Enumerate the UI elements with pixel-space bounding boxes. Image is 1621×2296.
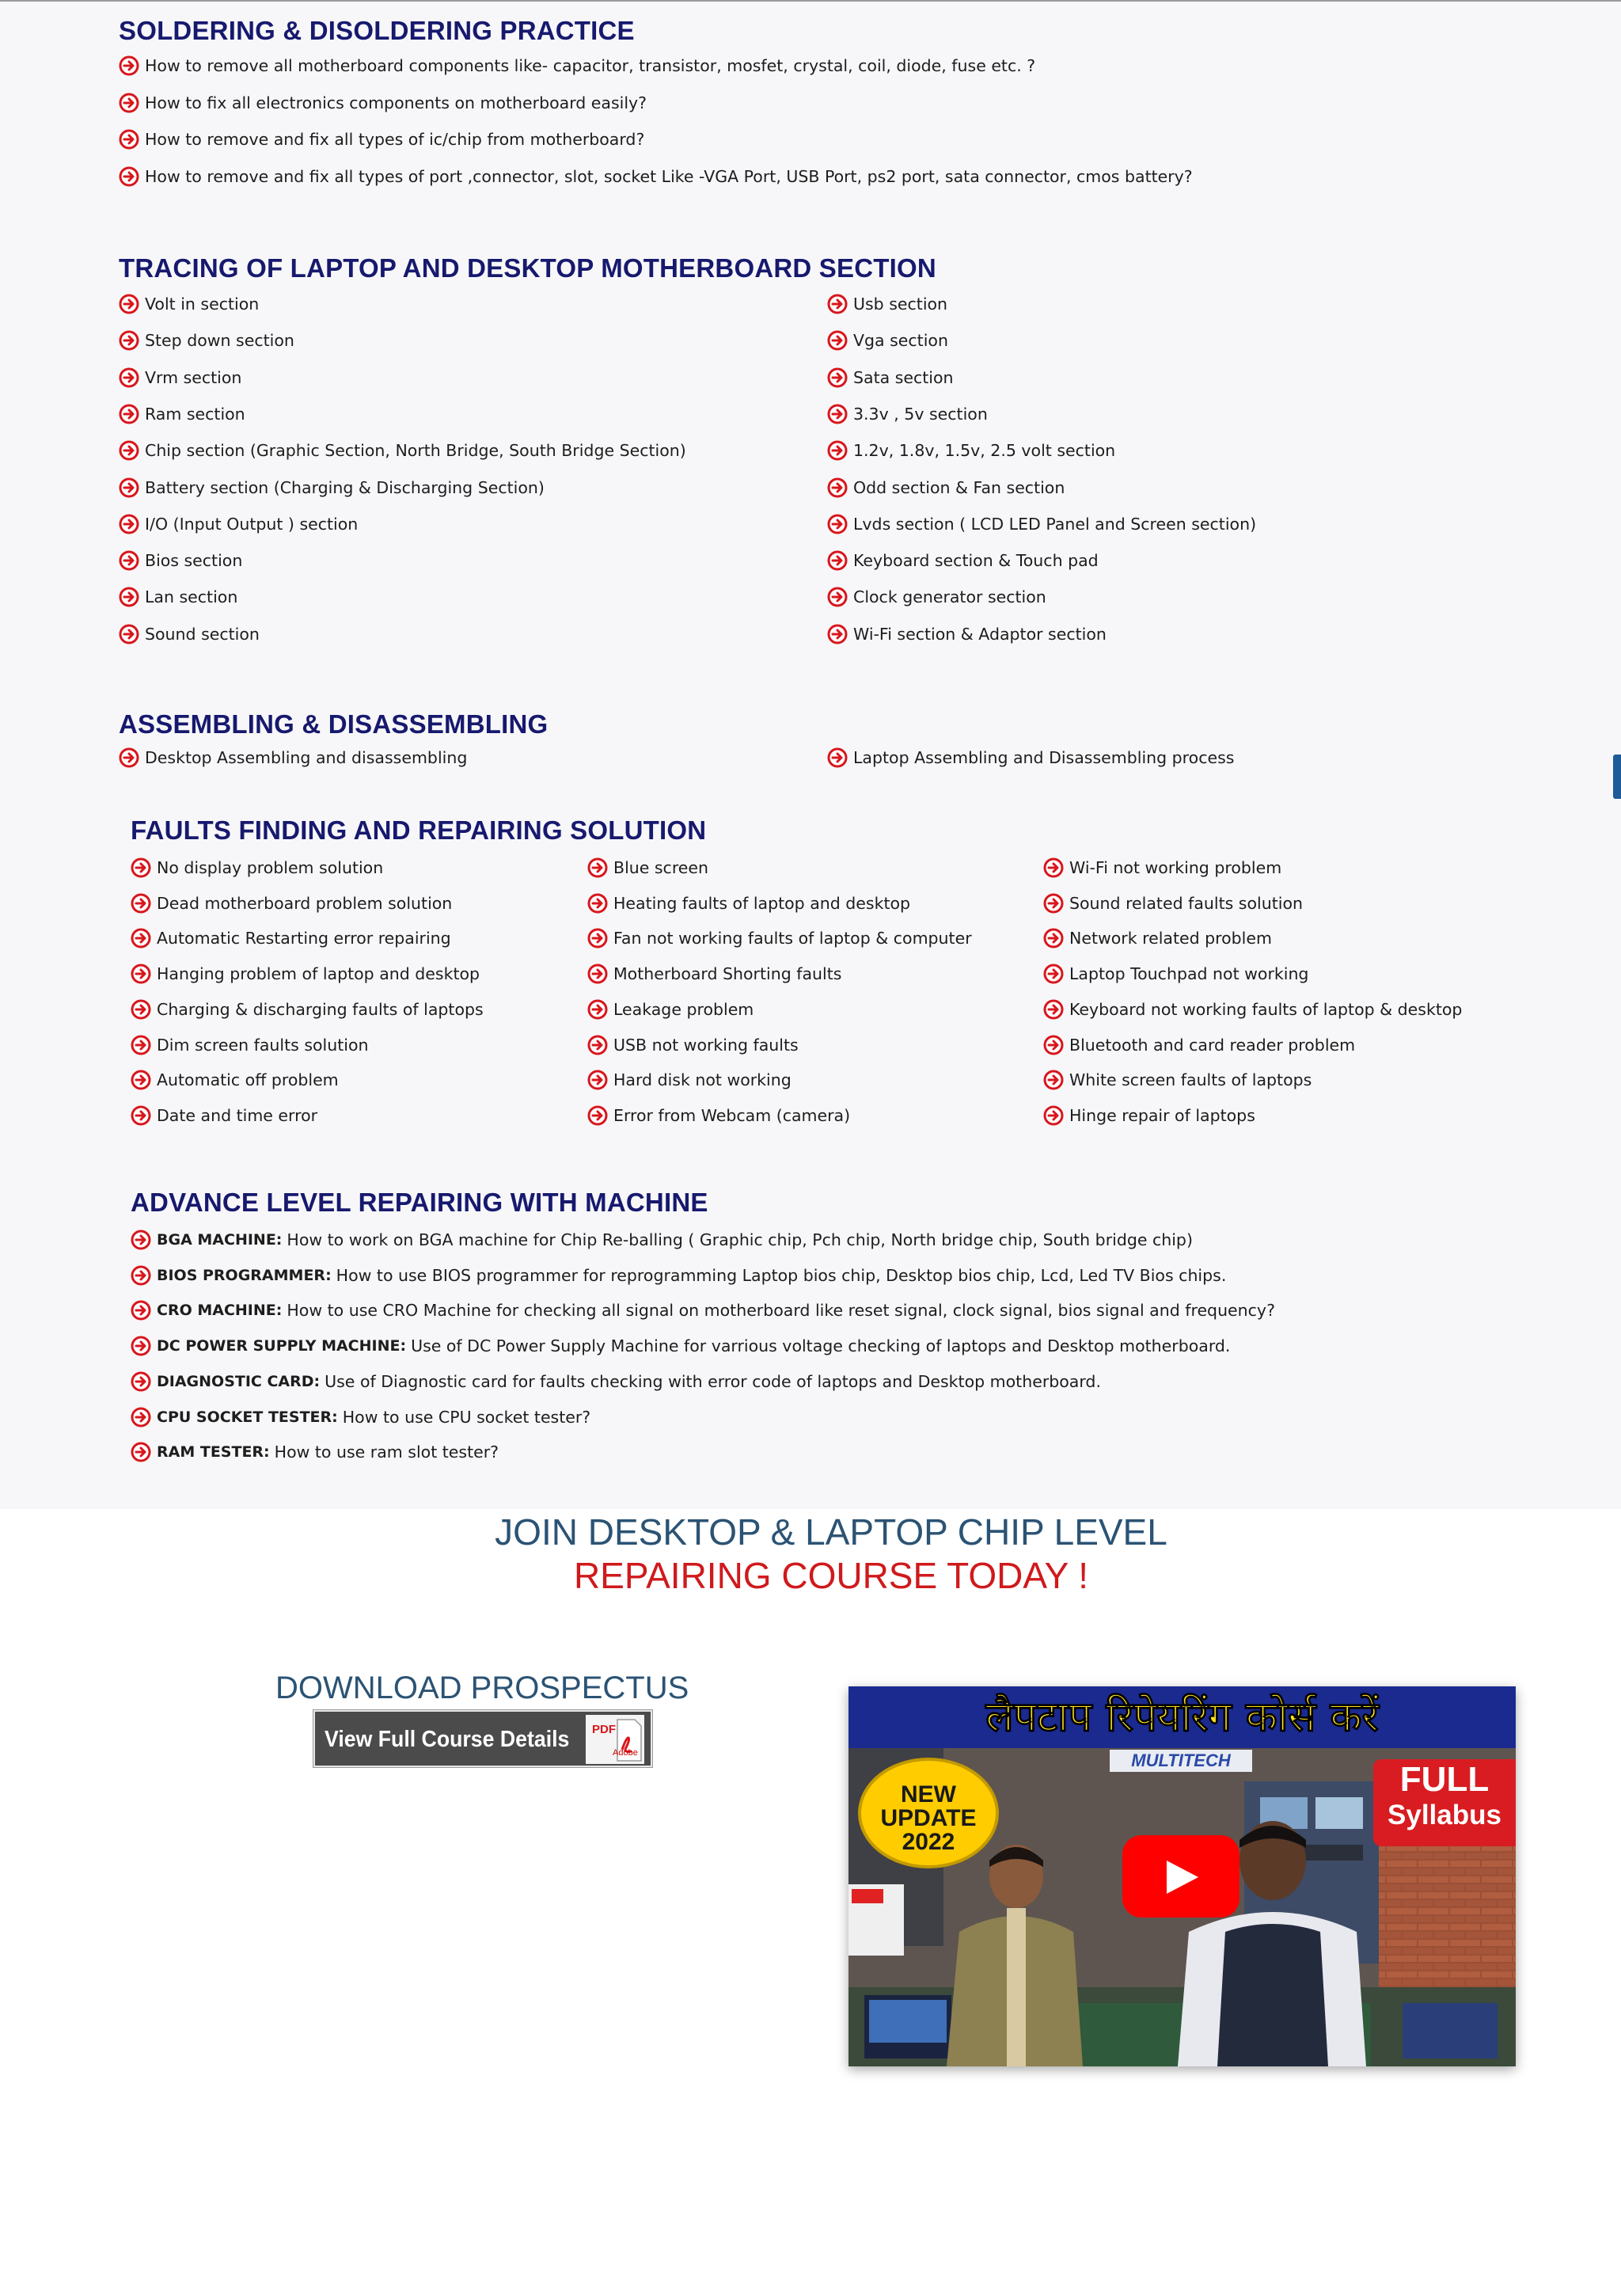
machine-item <box>131 1371 1101 1392</box>
arrow-circle-icon <box>119 624 139 644</box>
course-video-thumbnail[interactable] <box>848 1686 1516 2066</box>
arrow-circle-icon <box>119 587 139 607</box>
pdf-label: PDF <box>592 1723 616 1736</box>
item-text: Dead motherboard problem solution <box>157 893 453 913</box>
view-course-details-button[interactable] <box>313 1710 652 1767</box>
item-text: How to use CPU socket tester? <box>342 1407 591 1427</box>
arrow-circle-icon <box>131 1300 151 1321</box>
fault-item <box>131 893 452 914</box>
fault-item <box>1043 857 1281 878</box>
soldering-item <box>119 93 647 113</box>
arrow-circle-icon <box>131 1336 151 1356</box>
badge-new: NEW <box>901 1781 956 1808</box>
item-text: Clock generator section <box>853 587 1046 607</box>
item-text: How to fix all electronics components on motherboard easily? <box>145 93 647 112</box>
join-heading-line1: JOIN DESKTOP & LAPTOP CHIP LEVEL <box>495 1511 1167 1553</box>
adobe-label: Adobe <box>613 1748 638 1758</box>
arrow-circle-icon <box>119 330 139 351</box>
fault-item <box>131 964 480 984</box>
badge-update: UPDATE <box>880 1805 977 1831</box>
arrow-circle-icon <box>587 857 608 878</box>
item-text: Hanging problem of laptop and desktop <box>157 964 480 984</box>
arrow-circle-icon <box>119 477 139 498</box>
arrow-circle-icon <box>131 1035 151 1055</box>
arrow-circle-icon <box>119 166 139 187</box>
fault-item <box>1043 1105 1255 1126</box>
soldering-item <box>119 166 1193 187</box>
item-text: Use of Diagnostic card for faults checking with error code of laptops and Desktop motherboard. <box>325 1371 1101 1391</box>
tracing-item-right <box>827 514 1256 534</box>
tracing-item-right <box>827 440 1115 461</box>
multitech-logo: MULTITECH <box>1110 1750 1252 1772</box>
full-syllabus-badge <box>1373 1759 1516 1846</box>
item-text: How to use ram slot tester? <box>274 1443 499 1462</box>
machine-item <box>131 1407 590 1427</box>
arrow-circle-icon <box>119 294 139 314</box>
item-text: Usb section <box>853 295 948 314</box>
fault-item <box>587 1035 799 1055</box>
tracing-item-right <box>827 624 1107 644</box>
item-text: Vrm section <box>145 367 242 387</box>
fault-item <box>587 964 841 984</box>
arrow-circle-icon <box>827 747 848 768</box>
item-text: Vga section <box>853 331 948 351</box>
item-text: Leakage problem <box>613 999 754 1019</box>
item-text: Automatic Restarting error repairing <box>157 929 451 948</box>
fault-item <box>1043 964 1308 984</box>
tracing-item-left <box>119 367 241 388</box>
item-text: Bios section <box>145 551 243 571</box>
full-label: FULL <box>1399 1760 1490 1799</box>
fault-item <box>131 999 484 1020</box>
tracing-item-left <box>119 587 237 607</box>
tracing-item-right <box>827 404 988 424</box>
item-text: Automatic off problem <box>157 1070 339 1090</box>
item-text: How to remove all motherboard components like- capacitor, transistor, mosfet, crystal, coil, diode, fuse etc. ? <box>145 56 1036 75</box>
fault-item <box>1043 1070 1312 1090</box>
item-text: How to remove and fix all types of ic/chip from motherboard? <box>145 130 645 149</box>
item-text: Lan section <box>145 587 238 607</box>
item-text: No display problem solution <box>157 858 384 877</box>
arrow-circle-icon <box>131 1265 151 1286</box>
item-text: Desktop Assembling and disassembling <box>145 748 468 767</box>
arrow-circle-icon <box>131 1371 151 1392</box>
fault-item <box>131 857 383 878</box>
item-text: How to use BIOS programmer for reprogramming Laptop bios chip, Desktop bios chip, Lcd, Led TV Bios chips. <box>336 1265 1227 1285</box>
arrow-circle-icon <box>587 999 608 1020</box>
item-text: Hard disk not working <box>613 1070 792 1090</box>
item-text: Step down section <box>145 331 294 351</box>
item-text: Lvds section ( LCD LED Panel and Screen section) <box>853 514 1257 534</box>
fault-item <box>1043 1035 1355 1055</box>
arrow-circle-icon <box>1043 999 1064 1020</box>
arrow-circle-icon <box>131 857 151 878</box>
arrow-circle-icon <box>131 928 151 948</box>
tracing-item-right <box>827 550 1099 571</box>
item-text: Use of DC Power Supply Machine for varrious voltage checking of laptops and Desktop motherboard. <box>411 1336 1231 1356</box>
arrow-circle-icon <box>587 893 608 914</box>
view-course-details-label: View Full Course Details <box>325 1727 570 1752</box>
item-text: Battery section (Charging & Discharging Section) <box>145 477 545 497</box>
machine-item <box>131 1442 499 1462</box>
machine-item <box>131 1300 1275 1321</box>
tracing-item-left <box>119 514 358 534</box>
item-label: CPU SOCKET TESTER: <box>157 1408 338 1426</box>
tracing-item-right <box>827 587 1046 607</box>
item-text: Network related problem <box>1069 929 1272 948</box>
arrow-circle-icon <box>1043 857 1064 878</box>
download-prospectus-heading: DOWNLOAD PROSPECTUS <box>275 1671 689 1705</box>
arrow-circle-icon <box>119 55 139 76</box>
machine-item <box>131 1336 1230 1356</box>
arrow-circle-icon <box>119 404 139 424</box>
side-scroll-tab[interactable] <box>1613 755 1621 799</box>
arrow-circle-icon <box>1043 1035 1064 1055</box>
item-label: BGA MACHINE: <box>157 1231 283 1249</box>
syllabus-label: Syllabus <box>1388 1800 1501 1830</box>
item-label: CRO MACHINE: <box>157 1302 283 1320</box>
tracing-item-right <box>827 367 954 388</box>
tracing-item-left <box>119 404 245 424</box>
item-text: I/O (Input Output ) section <box>145 514 359 534</box>
arrow-circle-icon <box>119 367 139 388</box>
fault-item <box>587 1105 850 1126</box>
item-label: BIOS PROGRAMMER: <box>157 1266 332 1284</box>
arrow-circle-icon <box>827 294 848 314</box>
assembling-section-title: ASSEMBLING & DISASSEMBLING <box>119 709 549 739</box>
tracing-item-right <box>827 330 948 351</box>
arrow-circle-icon <box>131 1407 151 1427</box>
item-text: Blue screen <box>613 858 709 877</box>
fault-item <box>587 857 708 878</box>
item-text: Hinge repair of laptops <box>1069 1105 1255 1125</box>
item-label: RAM TESTER: <box>157 1443 270 1462</box>
join-heading-line2: REPAIRING COURSE TODAY ! <box>573 1555 1089 1596</box>
item-text: Sound section <box>145 624 260 644</box>
item-text: Dim screen faults solution <box>157 1035 369 1055</box>
new-update-badge <box>858 1758 999 1868</box>
item-text: How to work on BGA machine for Chip Re-balling ( Graphic chip, Pch chip, North bridge chip, South bridge chip) <box>287 1230 1193 1249</box>
arrow-circle-icon <box>119 93 139 113</box>
tracing-item-right <box>827 477 1065 498</box>
arrow-circle-icon <box>587 928 608 948</box>
item-text: Bluetooth and card reader problem <box>1069 1035 1356 1055</box>
item-text: How to use CRO Machine for checking all signal on motherboard like reset signal, clock signal, bios signal and frequency? <box>287 1301 1275 1321</box>
video-title-banner <box>848 1686 1516 1748</box>
faults-section-title: FAULTS FINDING AND REPAIRING SOLUTION <box>131 815 707 845</box>
item-label: DC POWER SUPPLY MACHINE: <box>157 1337 407 1355</box>
fault-item <box>587 1070 792 1090</box>
tracing-item-left <box>119 624 260 644</box>
arrow-circle-icon <box>827 330 848 351</box>
tracing-item-left <box>119 440 686 461</box>
fault-item <box>131 1035 369 1055</box>
item-text: Motherboard Shorting faults <box>613 964 842 984</box>
arrow-circle-icon <box>827 587 848 607</box>
item-label: DIAGNOSTIC CARD: <box>157 1372 321 1390</box>
youtube-play-icon[interactable] <box>1122 1835 1239 1918</box>
item-text: Laptop Touchpad not working <box>1069 964 1309 984</box>
fault-item <box>131 1070 339 1090</box>
arrow-circle-icon <box>827 550 848 571</box>
arrow-circle-icon <box>587 1035 608 1055</box>
item-text: Wi-Fi section & Adaptor section <box>853 624 1107 644</box>
arrow-circle-icon <box>827 404 848 424</box>
fault-item <box>131 1105 317 1126</box>
arrow-circle-icon <box>131 893 151 914</box>
tracing-item-left <box>119 330 294 351</box>
item-text: 1.2v, 1.8v, 1.5v, 2.5 volt section <box>853 441 1116 461</box>
item-text: Wi-Fi not working problem <box>1069 858 1282 877</box>
arrow-circle-icon <box>1043 1070 1064 1090</box>
item-text: Date and time error <box>157 1105 318 1125</box>
item-text: Heating faults of laptop and desktop <box>613 893 911 913</box>
item-text: Sound related faults solution <box>1069 893 1303 913</box>
item-text: Chip section (Graphic Section, North Bridge, South Bridge Section) <box>145 441 686 461</box>
arrow-circle-icon <box>1043 928 1064 948</box>
arrow-circle-icon <box>131 1230 151 1250</box>
soldering-item <box>119 55 1035 76</box>
item-text: Keyboard not working faults of laptop & desktop <box>1069 999 1463 1019</box>
tracing-section-title: TRACING OF LAPTOP AND DESKTOP MOTHERBOARD SECTION <box>119 253 936 283</box>
arrow-circle-icon <box>587 1070 608 1090</box>
machine-item <box>131 1230 1193 1250</box>
pdf-icon <box>586 1715 644 1764</box>
arrow-circle-icon <box>119 514 139 534</box>
item-text: Sata section <box>853 367 954 387</box>
tracing-item-left <box>119 294 259 314</box>
item-text: Error from Webcam (camera) <box>613 1105 851 1125</box>
arrow-circle-icon <box>119 747 139 768</box>
machine-item <box>131 1265 1226 1286</box>
item-text: White screen faults of laptops <box>1069 1070 1312 1090</box>
arrow-circle-icon <box>131 964 151 984</box>
arrow-circle-icon <box>827 477 848 498</box>
soldering-section-title: SOLDERING & DISOLDERING PRACTICE <box>119 16 635 45</box>
arrow-circle-icon <box>131 1070 151 1090</box>
item-text: Volt in section <box>145 295 260 314</box>
instructor-left <box>943 1837 1086 2066</box>
arrow-circle-icon <box>1043 1105 1064 1126</box>
video-hindi-title: लैपटाप रिपेयरिंग कोर्स करें <box>985 1693 1379 1741</box>
assembling-item-laptop <box>827 747 1234 768</box>
arrow-circle-icon <box>119 129 139 150</box>
advance-section-title: ADVANCE LEVEL REPAIRING WITH MACHINE <box>131 1188 708 1217</box>
soldering-item <box>119 129 644 150</box>
item-text: Keyboard section & Touch pad <box>853 551 1099 571</box>
fault-item <box>587 999 754 1020</box>
fault-item <box>1043 928 1272 948</box>
item-text: How to remove and fix all types of port ,connector, slot, socket Like -VGA Port, USB Port, ps2 port, sata connector, cmos battery? <box>145 166 1193 186</box>
item-text: Odd section & Fan section <box>853 477 1065 497</box>
badge-year: 2022 <box>902 1829 955 1855</box>
arrow-circle-icon <box>131 999 151 1020</box>
assembling-item-desktop <box>119 747 467 768</box>
fault-item <box>1043 999 1462 1020</box>
tracing-item-left <box>119 477 545 498</box>
arrow-circle-icon <box>1043 893 1064 914</box>
arrow-circle-icon <box>827 514 848 534</box>
arrow-circle-icon <box>119 550 139 571</box>
arrow-circle-icon <box>131 1442 151 1462</box>
arrow-circle-icon <box>827 440 848 461</box>
arrow-circle-icon <box>119 440 139 461</box>
arrow-circle-icon <box>827 367 848 388</box>
tracing-item-left <box>119 550 242 571</box>
item-text: Fan not working faults of laptop & computer <box>613 929 972 948</box>
item-text: Charging & discharging faults of laptops <box>157 999 484 1019</box>
arrow-circle-icon <box>131 1105 151 1126</box>
fault-item <box>587 893 910 914</box>
item-text: Laptop Assembling and Disassembling process <box>853 748 1235 767</box>
fault-item <box>587 928 972 948</box>
fault-item <box>1043 893 1303 914</box>
arrow-circle-icon <box>587 964 608 984</box>
fault-item <box>131 928 451 948</box>
arrow-circle-icon <box>587 1105 608 1126</box>
arrow-circle-icon <box>827 624 848 644</box>
item-text: 3.3v , 5v section <box>853 404 988 424</box>
item-text: USB not working faults <box>613 1035 799 1055</box>
tracing-item-right <box>827 294 947 314</box>
arrow-circle-icon <box>1043 964 1064 984</box>
item-text: Ram section <box>145 404 245 424</box>
